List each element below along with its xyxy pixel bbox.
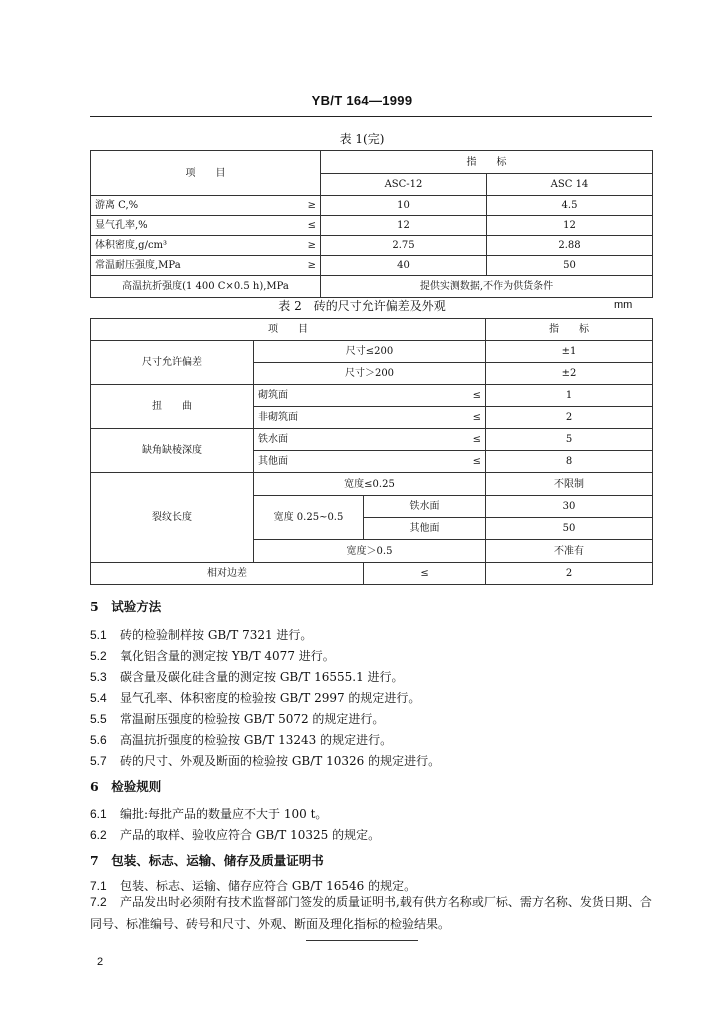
clause <box>90 731 392 748</box>
cell-value: 50 <box>486 518 653 540</box>
table-row <box>91 473 653 496</box>
cell-condition: 宽度＞0.5 <box>254 540 486 563</box>
clause-number: 7.2 <box>90 895 107 909</box>
clause-number: 5.3 <box>90 670 107 684</box>
group-label: 缺角缺棱深度 <box>91 429 254 473</box>
cell-value: 5 <box>486 429 653 451</box>
row-label: 游离 C,% <box>95 200 139 211</box>
table1-header-item: 项 目 <box>91 151 321 196</box>
row-symbol: ≥ <box>307 240 316 251</box>
table2-header-item: 项 目 <box>91 319 486 341</box>
table-row <box>91 341 653 363</box>
cell-value: 10 <box>321 196 487 216</box>
end-rule <box>306 940 418 941</box>
clause-text: 显气孔率、体积密度的检验按 GB/T 2997 的规定进行。 <box>120 691 421 705</box>
clause-text: 砖的检验制样按 GB/T 7321 进行。 <box>120 628 313 642</box>
table2-header-index: 指 标 <box>486 319 653 341</box>
group-label: 裂纹长度 <box>91 473 254 563</box>
cell-condition: 铁水面 <box>364 496 486 518</box>
row-label: 高温抗折强度(1 400 C×0.5 h),MPa <box>91 276 321 298</box>
row-symbol: ≤ <box>307 220 316 231</box>
clause-text: 产品的取样、验收应符合 GB/T 10325 的规定。 <box>120 828 381 842</box>
row-label: 体积密度,g/cm³ <box>95 240 168 251</box>
table1-row <box>91 216 653 236</box>
cell-value: 12 <box>321 216 487 236</box>
group-label: 尺寸允许偏差 <box>91 341 254 385</box>
cell-condition: 其他面 <box>364 518 486 540</box>
clause <box>90 891 652 935</box>
row-label: 显气孔率,% <box>95 220 148 231</box>
standard-number-header: YB/T 164—1999 <box>311 93 413 108</box>
row-symbol: ≤ <box>364 563 486 585</box>
clause-number: 5.7 <box>90 754 107 768</box>
clause-text: 氧化铝含量的测定按 YB/T 4077 进行。 <box>120 649 335 663</box>
row-symbol: ≤ <box>472 390 482 401</box>
section-heading: 6 检验规则 <box>90 779 162 794</box>
cell-value: 2.88 <box>487 236 653 256</box>
clause-text: 碳含量及碳化硅含量的测定按 GB/T 16555.1 进行。 <box>120 670 404 684</box>
cell-condition: 尺寸≤200 <box>254 341 486 363</box>
clause-number: 7.1 <box>90 879 107 893</box>
clause <box>90 710 384 727</box>
clause-text: 常温耐压强度的检验按 GB/T 5072 的规定进行。 <box>120 712 385 726</box>
table1-header-index: 指 标 <box>321 151 653 174</box>
table1-row <box>91 276 653 298</box>
row-symbol: ≤ <box>472 434 482 445</box>
cell-value: 不准有 <box>486 540 653 563</box>
page-number: 2 <box>97 956 104 968</box>
cell-condition: 宽度≤0.25 <box>254 473 486 496</box>
clause-number: 5.2 <box>90 649 107 663</box>
clause-number: 5.5 <box>90 712 107 726</box>
header-rule <box>90 116 652 117</box>
clause-number: 6.2 <box>90 828 107 842</box>
section-heading: 7 包装、标志、运输、储存及质量证明书 <box>90 853 324 868</box>
row-symbol: ≥ <box>307 260 316 271</box>
cell-value: 12 <box>487 216 653 236</box>
cell-value: 不限制 <box>486 473 653 496</box>
group-label: 相对边差 <box>91 563 364 585</box>
clause <box>90 647 335 664</box>
clause <box>90 805 327 822</box>
table2-unit: mm <box>614 299 633 311</box>
table1 <box>90 150 653 298</box>
clause-text: 编批:每批产品的数量应不大于 100 t。 <box>120 807 328 821</box>
cell-value: 8 <box>486 451 653 473</box>
cell-value: 2.75 <box>321 236 487 256</box>
table1-grade: ASC 14 <box>487 174 653 196</box>
table2 <box>90 318 653 585</box>
row-symbol: ≤ <box>472 456 482 467</box>
clause-text: 砖的尺寸、外观及断面的检验按 GB/T 10326 的规定进行。 <box>120 754 441 768</box>
table1-caption: 表 1(完) <box>339 132 385 146</box>
cell-condition: 铁水面 <box>258 434 288 445</box>
cell-condition: 其他面 <box>258 456 288 467</box>
clause-number: 5.4 <box>90 691 107 705</box>
cell-value: 2 <box>486 407 653 429</box>
cell-value: 4.5 <box>487 196 653 216</box>
group-label: 扭 曲 <box>91 385 254 429</box>
clause <box>90 752 440 769</box>
table1-row <box>91 196 653 216</box>
clause <box>90 689 420 706</box>
clause <box>90 626 312 643</box>
clause <box>90 668 404 685</box>
clause-text: 包装、标志、运输、储存应符合 GB/T 16546 的规定。 <box>120 879 417 893</box>
table-row <box>91 385 653 407</box>
row-symbol: ≤ <box>472 412 482 423</box>
cell-value: 40 <box>321 256 487 276</box>
table-row <box>91 563 653 585</box>
table2-caption: 表 2 砖的尺寸允许偏差及外观 <box>278 299 446 313</box>
table-row <box>91 429 653 451</box>
row-label: 常温耐压强度,MPa <box>95 260 181 271</box>
table1-grade: ASC-12 <box>321 174 487 196</box>
cell-value: 1 <box>486 385 653 407</box>
cell-condition: 砌筑面 <box>258 390 288 401</box>
table1-row <box>91 256 653 276</box>
cell-note: 提供实测数据,不作为供货条件 <box>321 276 653 298</box>
cell-condition: 非砌筑面 <box>258 412 298 423</box>
cell-value: ±1 <box>486 341 653 363</box>
table1-row <box>91 236 653 256</box>
row-symbol: ≥ <box>307 200 316 211</box>
cell-condition: 宽度 0.25~0.5 <box>254 496 364 540</box>
clause-number: 5.6 <box>90 733 107 747</box>
clause <box>90 826 380 843</box>
cell-condition: 尺寸＞200 <box>254 363 486 385</box>
clause-text: 产品发出时必须附有技术监督部门签发的质量证明书,载有供方名称或厂标、需方名称、发货日期、合同号、标准编号、砖号和尺寸、外观、断面及理化指标的检验结果。 <box>90 895 652 931</box>
cell-value: 50 <box>487 256 653 276</box>
clause-number: 5.1 <box>90 628 107 642</box>
cell-value: ±2 <box>486 363 653 385</box>
clause-number: 6.1 <box>90 807 107 821</box>
section-heading: 5 试验方法 <box>90 599 162 614</box>
cell-value: 2 <box>486 563 653 585</box>
cell-value: 30 <box>486 496 653 518</box>
clause-text: 高温抗折强度的检验按 GB/T 13243 的规定进行。 <box>120 733 393 747</box>
